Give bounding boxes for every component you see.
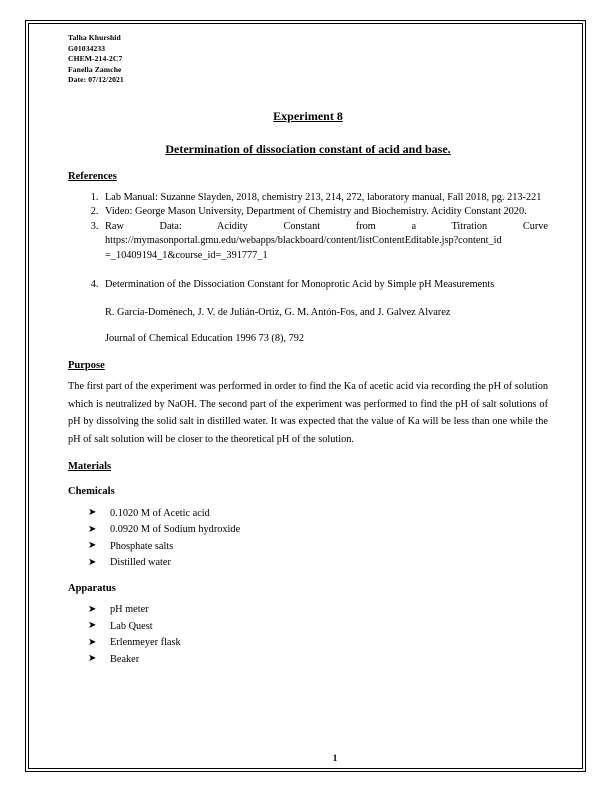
arrow-bullet-icon: ➤ bbox=[88, 523, 97, 535]
chemicals-list bbox=[68, 506, 548, 572]
student-id: G01034233 bbox=[68, 43, 106, 53]
reference-text: Determination of the Dissociation Constant for Monoprotic Acid by Simple pH Measurements bbox=[105, 279, 495, 291]
materials-heading-wrap bbox=[68, 448, 548, 475]
document-content bbox=[68, 33, 548, 668]
arrow-bullet-icon: ➤ bbox=[88, 507, 97, 518]
purpose-paragraph: The first part of the experiment was performed in order to find the Ka of acetic acid via recording the pH of solution which is neutralized by NaOH. The second part of the experiment was performed to find the pH of salt solutions of pH by dissolving the solid salt in distilled water. It was expected that the value of Ka will be less than one while the pH of salt solution will be closer to the theoretical pH of the solution. bbox=[68, 381, 548, 445]
materials-heading: Materials bbox=[68, 461, 112, 473]
reference-item bbox=[101, 205, 548, 220]
experiment-subject-wrap bbox=[68, 140, 548, 158]
list-item-label: Erlenmeyer flask bbox=[110, 637, 181, 649]
arrow-bullet-icon: ➤ bbox=[88, 603, 97, 615]
arrow-bullet-icon: ➤ bbox=[88, 540, 97, 551]
apparatus-list bbox=[68, 602, 548, 668]
list-item bbox=[88, 555, 548, 572]
list-item bbox=[88, 522, 548, 539]
list-item-label: Phosphate salts bbox=[110, 540, 174, 552]
list-item bbox=[88, 506, 548, 523]
course-code: CHEM-214-2C7 bbox=[68, 54, 123, 64]
experiment-title-wrap bbox=[68, 107, 548, 125]
reference-text: Lab Manual: Suzanne Slayden, 2018, chemistry 213, 214, 272, laboratory manual, Fall 2018, pg. 213-221 bbox=[105, 191, 542, 203]
list-item bbox=[88, 602, 548, 619]
list-item bbox=[88, 619, 548, 636]
page-footer bbox=[0, 754, 612, 764]
purpose-heading: Purpose bbox=[68, 359, 105, 371]
reference-item bbox=[101, 191, 548, 206]
instructor-name: Fanella Zamche bbox=[68, 64, 122, 74]
arrow-bullet-icon: ➤ bbox=[88, 556, 97, 568]
arrow-bullet-icon: ➤ bbox=[88, 620, 97, 632]
list-item-label: 0.1020 M of Acetic acid bbox=[110, 507, 210, 519]
purpose-heading-wrap bbox=[68, 347, 548, 374]
reference-text: Raw Data: Acidity Constant from a Titration Curve https://mymasonportal.gmu.edu/webapps/blackboard/content/listContentEditable.jsp?content_id =_10409194_1&course_id=_391777_1 bbox=[105, 220, 548, 261]
arrow-bullet-icon: ➤ bbox=[88, 636, 97, 648]
references-list bbox=[68, 191, 548, 293]
reference-authors: R. García-Doménech, J. V. de Julián-Ortiz, G. M. Antón-Fos, and J. Galvez Alvarez bbox=[105, 306, 451, 318]
list-item bbox=[88, 539, 548, 556]
references-heading: References bbox=[68, 170, 117, 182]
apparatus-heading: Apparatus bbox=[68, 582, 116, 594]
list-item bbox=[88, 635, 548, 652]
reference-journal: Journal of Chemical Education 1996 73 (8), 792 bbox=[105, 333, 305, 345]
chemicals-heading: Chemicals bbox=[68, 485, 115, 497]
list-item-label: Lab Quest bbox=[110, 620, 153, 632]
apparatus-heading-wrap bbox=[68, 572, 548, 597]
list-item-label: pH meter bbox=[110, 604, 149, 616]
page-number-label: 1 bbox=[332, 754, 338, 764]
list-item-label: 0.0920 M of Sodium hydroxide bbox=[110, 524, 241, 535]
reference-item bbox=[101, 278, 548, 293]
submission-date: Date: 07/12/2021 bbox=[68, 75, 124, 85]
experiment-title: Experiment 8 bbox=[273, 108, 343, 123]
student-name: Talha Khurshid bbox=[68, 33, 121, 42]
reference-item bbox=[101, 220, 548, 278]
arrow-bullet-icon: ➤ bbox=[88, 653, 97, 665]
chemicals-heading-wrap bbox=[68, 475, 548, 500]
references-heading-wrap bbox=[68, 158, 548, 185]
experiment-subject: Determination of dissociation constant of acid and base. bbox=[165, 141, 451, 156]
list-item-label: Beaker bbox=[110, 653, 140, 665]
list-item-label: Distilled water bbox=[110, 557, 171, 568]
list-item bbox=[88, 652, 548, 669]
reference-text: Video: George Mason University, Department of Chemistry and Biochemistry. Acidity Constant 2020. bbox=[105, 206, 527, 218]
student-header-block bbox=[68, 33, 548, 86]
